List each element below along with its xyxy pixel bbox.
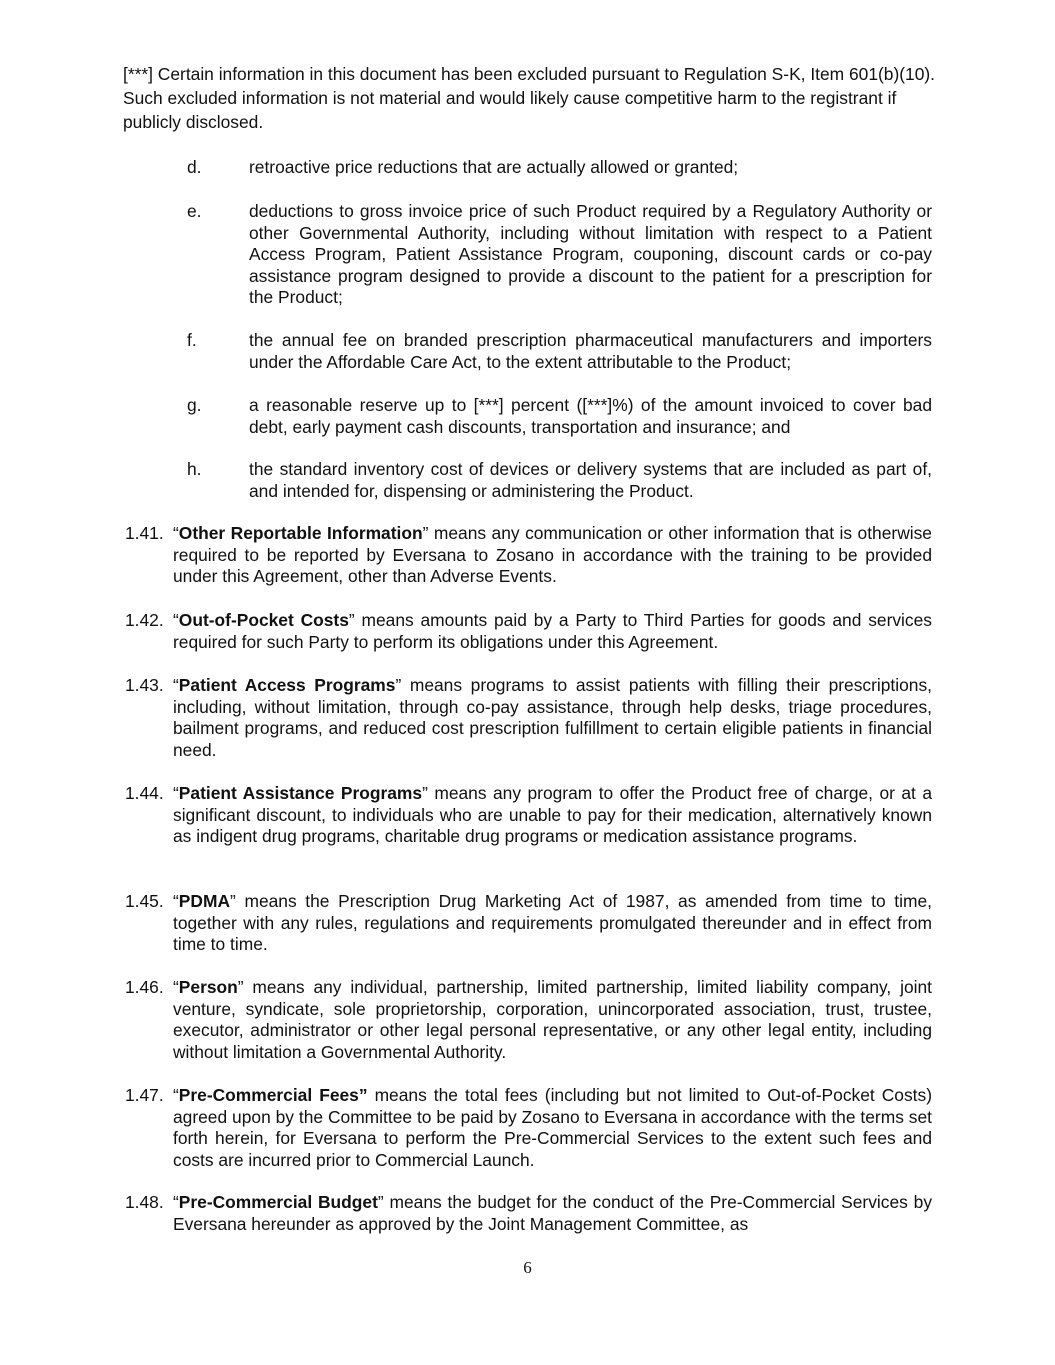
- list-item: [187, 201, 932, 309]
- definition-item: [125, 783, 932, 848]
- definition-body: means the Prescription Drug Marketing Act of 1987, as amended from time to time, together with any rules, regulations and requirements promulgated thereunder and in effect from time to time.: [173, 891, 932, 955]
- definition-item: [125, 675, 932, 761]
- defined-term: Out-of-Pocket Costs: [178, 610, 349, 630]
- list-marker: h.: [187, 459, 202, 479]
- list-item-text: deductions to gross invoice price of such Product required by a Regulatory Authority or other Governmental Authority, including without limitation with respect to a Patient Access Program, Patient Assistance Program, couponing, discount cards or co-pay assistance program designed to provide a discount to the patient for a prescription for the Product;: [249, 201, 932, 308]
- defined-term: Pre-Commercial Budget: [178, 1192, 378, 1212]
- page-number: 6: [523, 1258, 532, 1277]
- definition-body: means the budget for the conduct of the Pre-Commercial Services by Eversana hereunder as approved by the Joint Management Committee, as: [173, 1192, 933, 1234]
- definition-item: [125, 1192, 932, 1235]
- close-quote: ”: [422, 783, 428, 803]
- defined-term: Patient Access Programs: [178, 675, 396, 695]
- section-number: 1.46.: [125, 977, 164, 997]
- definition-item: [125, 977, 932, 1063]
- list-marker: d.: [187, 157, 202, 177]
- list-item-text: a reasonable reserve up to [***] percent ([***]%) of the amount invoiced to cover bad debt, early payment cash discounts, transportation and insurance; and: [249, 395, 932, 437]
- definition-text: [173, 610, 932, 653]
- list-item: [187, 395, 932, 438]
- list-item: [187, 459, 932, 502]
- definition-body: means the total fees (including but not limited to Out-of-Pocket Costs) agreed upon by the Committee to be paid by Zosano to Eversana in accordance with the terms set forth herein, for Eversana to perform the Pre-Commercial Services to the extent such fees and costs are incurred prior to Commercial Launch.: [173, 1085, 932, 1170]
- list-marker: f.: [187, 330, 197, 350]
- list-marker: g.: [187, 395, 202, 415]
- list-item-text: the standard inventory cost of devices or delivery systems that are included as part of, and intended for, dispensing or administering the Product.: [249, 459, 932, 501]
- definition-body: means amounts paid by a Party to Third Parties for goods and services required for such Party to perform its obligations under this Agreement.: [173, 610, 932, 652]
- definition-body: means any program to offer the Product free of charge, or at a significant discount, to individuals who are unable to pay for their medication, alternatively known as indigent drug programs, charitable drug programs or medication assistance programs.: [173, 783, 933, 847]
- close-quote: ”: [230, 891, 236, 911]
- close-quote: ”: [348, 610, 355, 630]
- list-item: [187, 330, 932, 373]
- defined-term: Person: [178, 977, 238, 997]
- close-quote: ”: [395, 675, 402, 695]
- close-quote: ”: [422, 523, 429, 543]
- definition-item: [125, 610, 932, 653]
- definition-text: [173, 891, 932, 956]
- open-quote: “: [173, 891, 179, 911]
- close-quote: ”: [377, 1192, 384, 1212]
- open-quote: “: [173, 675, 179, 695]
- definition-item: [125, 891, 932, 956]
- section-number: 1.45.: [125, 891, 164, 911]
- definition-body: means any individual, partnership, limited partnership, limited liability company, joint venture, syndicate, sole proprietorship, corporation, unincorporated association, trust, trustee, executor, administrator or other legal personal representative, or any other legal entity, including without limitation a Governmental Authority.: [173, 977, 932, 1062]
- section-number: 1.48.: [125, 1192, 164, 1212]
- section-number: 1.42.: [125, 610, 164, 630]
- open-quote: “: [173, 1085, 179, 1105]
- open-quote: “: [173, 977, 179, 997]
- open-quote: “: [173, 523, 179, 543]
- close-quote: ”: [237, 977, 244, 997]
- open-quote: “: [173, 783, 179, 803]
- list-item-text: retroactive price reductions that are actually allowed or granted;: [249, 157, 739, 177]
- definition-text: [173, 977, 932, 1063]
- section-number: 1.47.: [125, 1085, 164, 1105]
- definition-item: [125, 523, 932, 588]
- list-item-text: the annual fee on branded prescription pharmaceutical manufacturers and importers under the Affordable Care Act, to the extent attributable to the Product;: [249, 330, 932, 372]
- open-quote: “: [173, 610, 179, 630]
- definition-body: means any communication or other information that is otherwise required to be reported by Eversana to Zosano in accordance with the training to be provided under this Agreement, other than Adverse Events.: [173, 523, 932, 587]
- section-number: 1.43.: [125, 675, 164, 695]
- defined-term: PDMA: [178, 891, 231, 911]
- open-quote: “: [173, 1192, 179, 1212]
- section-number: 1.41.: [125, 523, 164, 543]
- definition-text: [173, 523, 932, 588]
- definition-body: means programs to assist patients with filling their prescriptions, including, without limitation, through co-pay assistance, through help desks, triage procedures, bailment programs, and reduced cost prescription fulfillment to certain eligible patients in financial need.: [173, 675, 932, 760]
- definition-text: [173, 783, 932, 848]
- definition-text: [173, 1192, 932, 1235]
- definition-text: [173, 675, 932, 761]
- defined-term: Other Reportable Information: [178, 523, 423, 543]
- list-item: [187, 157, 932, 179]
- defined-term: Pre-Commercial Fees”: [178, 1085, 368, 1105]
- definition-text: [173, 1085, 932, 1171]
- defined-term: Patient Assistance Programs: [178, 783, 423, 803]
- redaction-notice: [***] Certain information in this document has been excluded pursuant to Regulation S-K, Item 601(b)(10). Such excluded information is not material and would likely cause competitive harm to the registrant if publicly disclosed.: [123, 64, 936, 132]
- definition-item: [125, 1085, 932, 1171]
- list-marker: e.: [187, 201, 202, 221]
- section-number: 1.44.: [125, 783, 164, 803]
